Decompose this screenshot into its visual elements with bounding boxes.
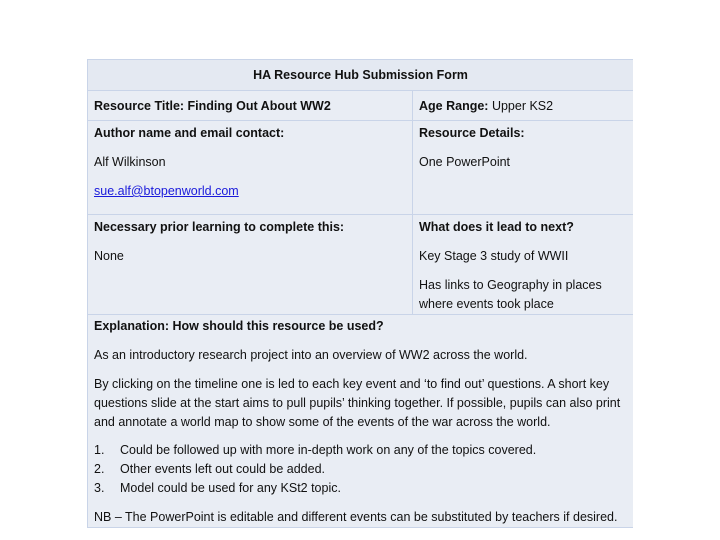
- next-cell: [413, 215, 634, 315]
- resource-title: Resource Title: Finding Out About WW2: [88, 91, 413, 121]
- next-label: What does it lead to next?: [419, 220, 574, 234]
- explanation-label: Explanation: How should this resource be used?: [94, 319, 384, 333]
- explanation-paragraph-2: By clicking on the timeline one is led to each key event and ‘to find out’ questions. A short key questions slide at the start aims to pull pupils’ thinking together. If possible, pupils can also print and annotate a world map to show some of the events of the war across the world.: [94, 377, 621, 429]
- explanation-cell: [88, 315, 634, 528]
- prior-learning-label: Necessary prior learning to complete this:: [94, 220, 345, 234]
- next-value-2: Has links to Geography in places where events took place: [419, 278, 602, 311]
- details-value: One PowerPoint: [419, 155, 511, 169]
- author-cell: [88, 121, 413, 215]
- prior-learning-value: None: [94, 249, 124, 263]
- form-table: [87, 59, 633, 528]
- form-title: HA Resource Hub Submission Form: [88, 60, 634, 91]
- age-range-label: Age Range:: [419, 98, 489, 113]
- prior-learning-cell: [88, 215, 413, 315]
- submission-form: [87, 59, 633, 540]
- usage-list: [94, 441, 627, 498]
- author-label: Author name and email contact:: [94, 126, 285, 140]
- explanation-paragraph-1: As an introductory research project into an overview of WW2 across the world.: [94, 348, 528, 362]
- note-text: NB – The PowerPoint is editable and different events can be substituted by teachers if desired.: [94, 510, 618, 524]
- age-range-value: Upper KS2: [491, 98, 554, 113]
- age-range-cell: [413, 91, 634, 121]
- details-label: Resource Details:: [419, 126, 525, 140]
- next-value-1: Key Stage 3 study of WWII: [419, 249, 569, 263]
- list-item: 2. Other events left out could be added.: [94, 462, 325, 476]
- list-item: 1. Could be followed up with more in-depth work on any of the topics covered.: [94, 443, 537, 457]
- author-name: Alf Wilkinson: [94, 155, 166, 169]
- details-cell: [413, 121, 634, 215]
- list-item: 3. Model could be used for any KSt2 topic.: [94, 481, 341, 495]
- author-email-link[interactable]: sue.alf@btopenworld.com: [94, 184, 239, 198]
